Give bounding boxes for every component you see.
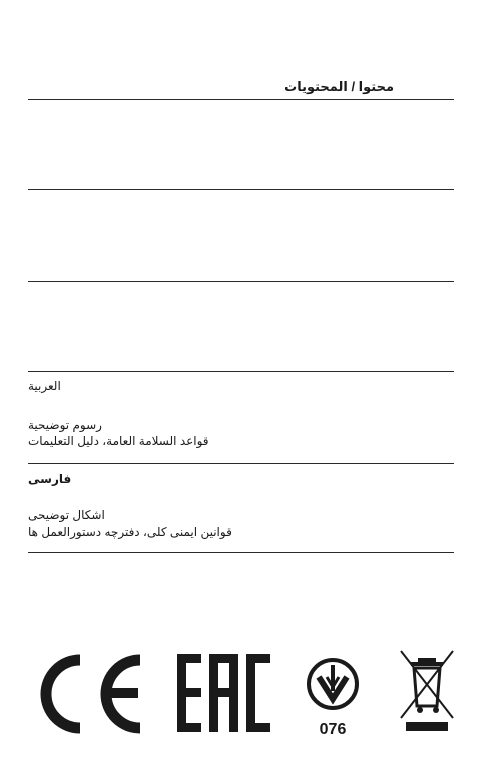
eac-mark-icon [177, 654, 271, 734]
ua-mark-number: 076 [319, 721, 347, 738]
ua-trident-check-icon [306, 654, 360, 714]
divider [28, 281, 454, 282]
section-language: فارسی [28, 472, 72, 486]
section-line: اشکال توضیحی [28, 508, 105, 522]
section-arabic [28, 379, 454, 459]
ce-mark-icon [28, 654, 144, 734]
page-title: محتوا / المحتويات [284, 79, 394, 94]
section-persian [28, 472, 454, 552]
divider [28, 371, 454, 372]
weee-crossed-bin-icon [398, 648, 456, 738]
divider [28, 552, 454, 553]
section-line: رسوم توضيحية [28, 418, 102, 432]
section-line: قواعد السلامة العامة، دليل التعليمات [28, 434, 209, 448]
divider [28, 99, 454, 100]
divider [28, 189, 454, 190]
section-language: العربية [28, 379, 61, 393]
ua-conformity-mark [306, 654, 360, 738]
section-line: قوانین ایمنی کلی، دفترچه دستورالعمل ها [28, 525, 232, 539]
divider [28, 463, 454, 464]
certification-marks [0, 648, 483, 738]
